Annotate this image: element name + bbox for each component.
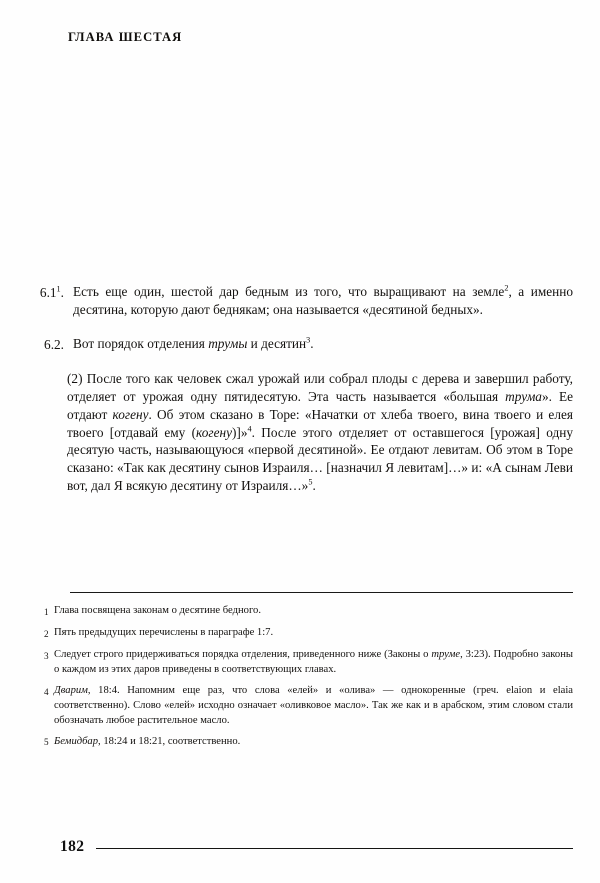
footnote-marker: 1 — [44, 606, 49, 617]
footnote-list — [28, 603, 573, 750]
footnote-item — [28, 734, 573, 751]
section-body: Есть еще один, шестой дар бедным из того, что выращивают на земле$^2$, а именно десятина, которую дают беднякам; она называется «десятиной бедных». — [73, 283, 574, 317]
section-paragraph — [28, 283, 573, 318]
section-number: 6.2. — [44, 336, 64, 352]
footnote-item — [28, 647, 573, 677]
footnote-marker: 4 — [44, 686, 49, 697]
footnote-marker: 3 — [44, 650, 49, 661]
footnote-text: Следует строго придерживаться порядка отделения, приведенного ниже (Законы о труме, 3:23). Подробно законы о каждом из этих даров приведены в соответствующих главах. — [54, 649, 573, 676]
folio-rule — [96, 848, 573, 850]
body-text-block — [28, 283, 573, 495]
section-body: Вот порядок отделения трумы и десятин$^3$. — [73, 335, 314, 352]
footnote-text: Бемидбар, 18:24 и 18:21, соответственно. — [54, 735, 241, 747]
footnotes-section — [28, 592, 573, 756]
footnote-item — [28, 603, 573, 620]
section-paragraph — [28, 335, 573, 353]
footnote-item — [28, 683, 573, 728]
running-head — [68, 26, 572, 48]
footnote-divider — [70, 592, 573, 593]
page-number: 182 — [60, 838, 85, 855]
section-number: $6.1^1$. — [39, 284, 64, 300]
footnote-text: Пять предыдущих перечислены в параграфе 1:7. — [54, 627, 274, 639]
footnote-marker: 5 — [44, 737, 49, 748]
running-head-title: ГЛАВА ШЕСТАЯ — [68, 29, 183, 44]
page-folio — [60, 838, 573, 856]
footnote-text: Глава посвящена законам о десятине бедного. — [54, 605, 261, 617]
quoted-passage: (2) После того как человек сжал урожай или собрал плоды с дерева и завершил работу, отделяет от урожая одну пятидесятую. Эта часть называется «большая трума». Ее отдают когену. Об этом сказано в Торе: «Начатки от хлеба твоего, вина твоего и елея твоего [отдавай ему (когену)]»$^4$. После этого отделяет от оставшегося [урожая] одну десятую часть, называющуюся «первой десятиной». Ее отдают левитам. Об этом в Торе сказано: «Так как десятину сынов Израиля… [назначил Я левитам]…» и: «А сынам Леви вот, дал Я всякую десятину от Израиля…»$^5$. — [67, 371, 574, 494]
footnote-item — [28, 625, 573, 642]
footnote-text: Дварим, 18:4. Напомним еще раз, что слова «елей» и «олива» — однокоренные (греч. elaion и elaia соответственно). Слово «елей» исходно означает «оливковое масло». Так же как и в арабском, этим словом стали обозначать любое растительное масло. — [54, 685, 573, 727]
footnote-marker: 2 — [44, 628, 49, 639]
